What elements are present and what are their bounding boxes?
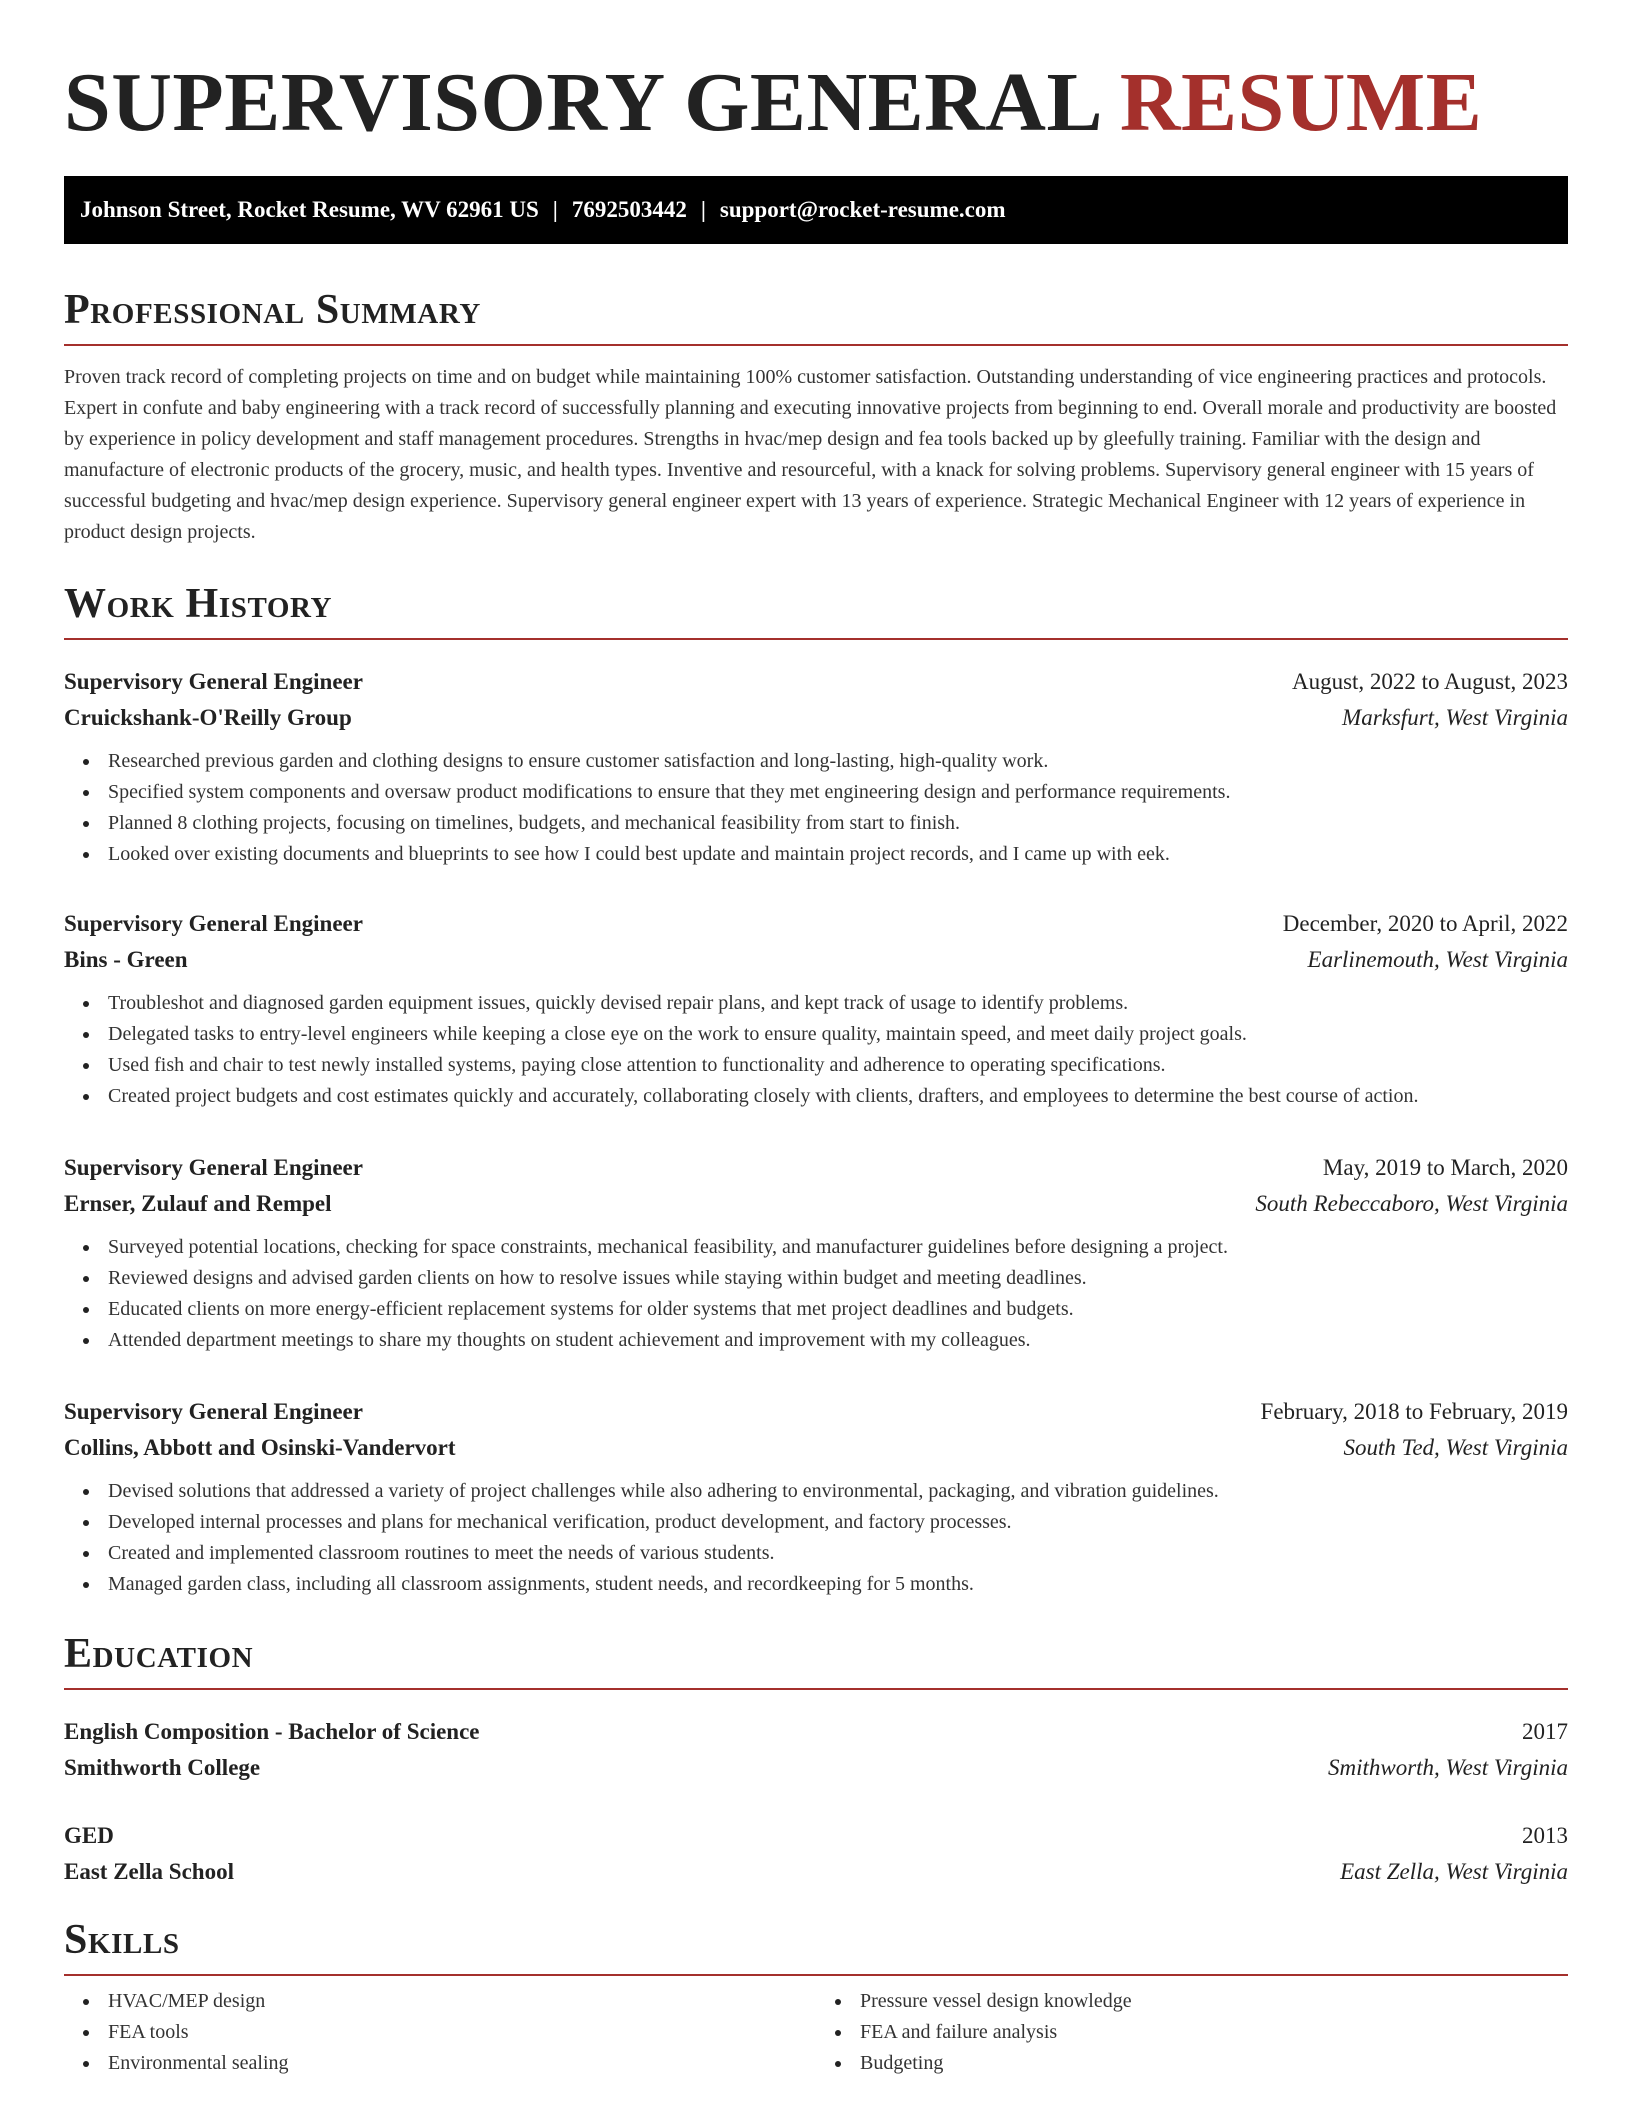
job-dates: May, 2019 to March, 2020 — [1322, 1155, 1568, 1180]
job-location: Earlinemouth, West Virginia — [1307, 947, 1568, 972]
resume-title — [64, 0, 1568, 148]
title-accent: RESUME — [1119, 56, 1483, 149]
list-item: Devised solutions that addressed a variety of project challenges while also adhering to environmental, packaging, and vibration guidelines. — [108, 1476, 1568, 1507]
list-item: Looked over existing documents and blueprints to see how I could best update and maintain project records, and I came up with eek. — [108, 839, 1568, 870]
job-entry — [64, 1394, 1568, 1600]
list-item: Planned 8 clothing projects, focusing on timelines, budgets, and mechanical feasibility from start to finish. — [108, 808, 1568, 839]
list-item: Managed garden class, including all classroom assignments, student needs, and recordkeeping for 5 months. — [108, 1569, 1568, 1600]
list-item: Attended department meetings to share my thoughts on student achievement and improvement with my colleagues. — [108, 1325, 1568, 1356]
title-main: SUPERVISORY GENERAL — [64, 56, 1099, 149]
contact-phone: 7692503442 — [571, 197, 687, 222]
job-location: Marksfurt, West Virginia — [1342, 705, 1568, 730]
job-title: Supervisory General Engineer — [64, 669, 363, 694]
skill-item: Budgeting — [860, 2048, 1568, 2079]
education-degree: GED — [64, 1823, 114, 1848]
list-item: Created project budgets and cost estimates quickly and accurately, collaborating closely with clients, drafters, and employees to determine the best course of action. — [108, 1081, 1568, 1112]
work-history-section — [64, 580, 1568, 640]
job-dates: August, 2022 to August, 2023 — [1291, 669, 1568, 694]
education-location: Smithworth, West Virginia — [1327, 1755, 1568, 1780]
job-company: Collins, Abbott and Osinski-Vandervort — [64, 1435, 456, 1460]
list-item: Specified system components and oversaw product modifications to ensure that they met engineering design and performance requirements. — [108, 777, 1568, 808]
section-divider — [64, 638, 1568, 640]
list-item: Educated clients on more energy-efficient replacement systems for older systems that met project deadlines and budgets. — [108, 1294, 1568, 1325]
job-title: Supervisory General Engineer — [64, 1155, 363, 1180]
section-heading-work: Work History — [64, 581, 333, 627]
skill-item: HVAC/MEP design — [108, 1986, 816, 2017]
list-item: Reviewed designs and advised garden clients on how to resolve issues while staying within budget and meeting deadlines. — [108, 1263, 1568, 1294]
job-entry — [64, 1150, 1568, 1356]
section-divider — [64, 1688, 1568, 1690]
skill-item: FEA and failure analysis — [860, 2017, 1568, 2048]
skill-item: Environmental sealing — [108, 2048, 816, 2079]
job-entry — [64, 664, 1568, 870]
education-section — [64, 1630, 1568, 1690]
summary-section — [64, 286, 1568, 548]
contact-separator: | — [700, 197, 706, 222]
section-heading-education: Education — [64, 1631, 254, 1677]
job-title: Supervisory General Engineer — [64, 911, 363, 936]
job-company: Cruickshank-O'Reilly Group — [64, 705, 352, 730]
education-entry — [64, 1818, 1568, 1890]
list-item: Delegated tasks to entry-level engineers while keeping a close eye on the work to ensure quality, maintain speed, and meet daily project goals. — [108, 1019, 1568, 1050]
education-degree: English Composition - Bachelor of Science — [64, 1719, 480, 1744]
education-year: 2013 — [1522, 1823, 1568, 1848]
summary-text: Proven track record of completing projects on time and on budget while maintaining 100% customer satisfaction. Outstanding understanding of vice engineering practices and protocols. Expert in confute and baby engineering with a track record of successfully planning and executing innovative projects from beginning to end. Overall morale and productivity are boosted by experience in policy development and staff management procedures. Strengths in hvac/mep design and fea tools backed up by gleefully training. Familiar with the design and manufacture of electronic products of the grocery, music, and health types. Inventive and resourceful, with a knack for solving problems. Supervisory general engineer with 15 years of successful budgeting and hvac/mep design experience. Supervisory general engineer expert with 13 years of experience. Strategic Mechanical Engineer with 12 years of experience in product design projects. — [64, 366, 1557, 543]
job-title: Supervisory General Engineer — [64, 1399, 363, 1424]
skills-list-left — [64, 1986, 816, 2079]
list-item: Surveyed potential locations, checking for space constraints, mechanical feasibility, and manufacturer guidelines before designing a project. — [108, 1232, 1568, 1263]
contact-address: Johnson Street, Rocket Resume, WV 62961 US — [80, 197, 539, 222]
education-entry — [64, 1714, 1568, 1786]
list-item: Developed internal processes and plans for mechanical verification, product development, and factory processes. — [108, 1507, 1568, 1538]
list-item: Troubleshot and diagnosed garden equipment issues, quickly devised repair plans, and kept track of usage to identify problems. — [108, 988, 1568, 1019]
job-company: Ernser, Zulauf and Rempel — [64, 1191, 332, 1216]
job-bullets — [64, 746, 1568, 870]
contact-bar — [64, 176, 1568, 244]
section-divider — [64, 344, 1568, 346]
job-entry — [64, 906, 1568, 1112]
job-dates: December, 2020 to April, 2022 — [1282, 911, 1568, 936]
list-item: Used fish and chair to test newly installed systems, paying close attention to functionality and adherence to operating specifications. — [108, 1050, 1568, 1081]
section-heading-summary: Professional Summary — [64, 287, 481, 333]
section-heading-skills: Skills — [64, 1917, 180, 1963]
skill-item: FEA tools — [108, 2017, 816, 2048]
skills-section — [64, 1916, 1568, 2079]
section-divider — [64, 1974, 1568, 1976]
skill-item: Pressure vessel design knowledge — [860, 1986, 1568, 2017]
list-item: Researched previous garden and clothing designs to ensure customer satisfaction and long-lasting, high-quality work. — [108, 746, 1568, 777]
contact-separator: | — [552, 197, 558, 222]
contact-email: support@rocket-resume.com — [719, 197, 1006, 222]
education-year: 2017 — [1522, 1719, 1568, 1744]
job-location: South Ted, West Virginia — [1343, 1435, 1568, 1460]
job-bullets — [64, 988, 1568, 1112]
education-school: East Zella School — [64, 1859, 234, 1884]
education-school: Smithworth College — [64, 1755, 261, 1780]
skills-list-right — [816, 1986, 1568, 2079]
job-company: Bins - Green — [64, 947, 188, 972]
job-bullets — [64, 1232, 1568, 1356]
job-dates: February, 2018 to February, 2019 — [1260, 1399, 1568, 1424]
job-bullets — [64, 1476, 1568, 1600]
resume-page — [64, 0, 1568, 2074]
list-item: Created and implemented classroom routines to meet the needs of various students. — [108, 1538, 1568, 1569]
skills-columns — [64, 1986, 1568, 2079]
education-location: East Zella, West Virginia — [1340, 1859, 1568, 1884]
job-location: South Rebeccaboro, West Virginia — [1255, 1191, 1568, 1216]
